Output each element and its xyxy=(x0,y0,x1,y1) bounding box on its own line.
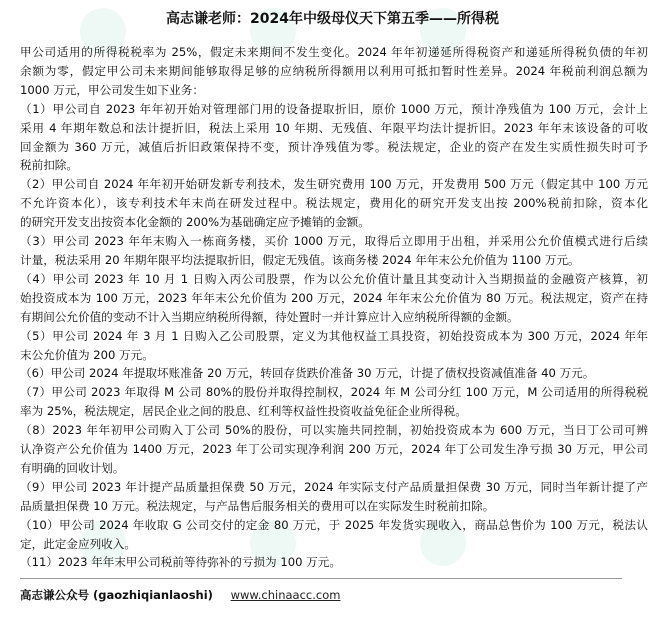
text-line: （2）甲公司自 2024 年年初开始研发新专利技术，发生研究费用 100 万元，开发费用 500 万元（假定其中 100 万元 xyxy=(20,177,648,192)
footer xyxy=(20,587,340,603)
document-body xyxy=(20,43,648,572)
text-line: 末公允价值为 200 万元。 xyxy=(20,347,154,362)
paragraph xyxy=(20,270,648,327)
text-line: （1）甲公司自 2023 年年初开始对管理部门用的设备提取折旧，原价 1000 万元，预计净残值为 100 万元，会计上 xyxy=(20,101,648,116)
text-line: 认净资产公允价值为 1400 万元，2023 年丁公司实现净利润 200 万元，2024 年丁公司发生净亏损 30 万元，甲公司 xyxy=(20,442,648,457)
footer-link[interactable]: www.chinaacc.com xyxy=(230,588,341,602)
paragraph xyxy=(20,232,648,270)
footer-account: 高志谦公众号 (gaozhiqianlaoshi) xyxy=(20,588,213,602)
text-line: 的研究开发支出按资本化金额的 200%为基础确定应予摊销的金额。 xyxy=(20,215,370,230)
paragraph xyxy=(20,327,648,365)
text-line: （11）2023 年年末甲公司税前等待弥补的亏损为 100 万元。 xyxy=(20,555,341,570)
paragraph xyxy=(20,175,648,232)
paragraph xyxy=(20,100,648,176)
text-line: （8）2023 年年初甲公司购入丁公司 50%的股份，可以实施共同控制，初始投资成本为 600 万元，当日丁公司可辨 xyxy=(20,423,648,438)
text-line: 甲公司适用的所得税税率为 25%，假定未来期间不发生变化。2024 年年初递延所得税资产和递延所得税负债的年初 xyxy=(20,45,648,59)
text-line: 余额为零，假定甲公司未来期间能够取得足够的应纳税所得额用以利用可抵扣暂时性差异。2024 年税前利润总额为 xyxy=(20,63,648,78)
text-line: （5）甲公司 2024 年 3 月 1 日购入乙公司股票，定义为其他权益工具投资，初始投资成本为 300 万元，2024 年年 xyxy=(20,328,648,343)
footer-divider xyxy=(20,578,622,579)
page-title: 高志谦老师：2024年中级母仪天下第五季——所得税 xyxy=(166,11,499,27)
text-line: （7）甲公司 2023 年取得 M 公司 80%的股份并取得控制权，2024 年 M 公司分红 100 万元，M 公司适用的所得税税 xyxy=(20,385,648,400)
text-line: （3）甲公司 2023 年年末购入一栋商务楼，买价 1000 万元，取得后立即用于出租，并采用公允价值模式进行后续 xyxy=(20,234,648,249)
text-line: （10）甲公司 2024 年收取 G 公司交付的定金 80 万元，于 2025 年发货实现收入，商品总售价为 100 万元，税法认 xyxy=(20,517,648,532)
paragraph xyxy=(20,421,648,478)
paragraph xyxy=(20,516,648,554)
text-line: （6）甲公司 2024 年提取坏账准备 20 万元，转回存货跌价准备 30 万元，计提了债权投资减值准备 40 万元。 xyxy=(20,366,595,381)
text-line: 有明确的回收计划。 xyxy=(20,460,125,475)
text-line: 计量，税法采用 20 年期年限平均法提取折旧，假定无残值。该商务楼 2024 年年末公允价值为 1100 万元。 xyxy=(20,252,580,267)
text-line: 始投资成本为 100 万元，2023 年年末公允价值为 200 万元，2024 年年末公允价值为 80 万元。税法规定，资产在持 xyxy=(20,290,648,305)
text-line: 税前扣除。 xyxy=(20,158,78,173)
text-line: 率为 25%，税法规定，居民企业之间的股息、红利等权益性投资收益免征企业所得税。 xyxy=(20,404,467,419)
paragraph xyxy=(20,364,648,383)
paragraph xyxy=(20,553,648,572)
text-line: 采用 4 年期年数总和法计提折旧，税法上采用 10 年期、无残值、年限平均法计提折旧。2023 年年末该设备的可收 xyxy=(20,120,648,135)
text-line: 不允许资本化），该专利技术年末尚在研发过程中。税法规定，费用化的研究开发支出按 200%税前扣除，资本化 xyxy=(20,196,648,211)
text-line: 定，此定金应列收入。 xyxy=(20,536,136,551)
text-line: （9）甲公司 2023 年计提产品质量担保费 50 万元，2024 年实际支付产品质量担保费 30 万元，同时当年新计提了产 xyxy=(20,479,648,494)
text-line: 1000 万元，甲公司发生如下业务： xyxy=(20,82,204,97)
text-line: 回金额为 360 万元，减值后折旧政策保持不变，预计净残值为零。税法规定，企业的资产在发生实质性损失时可予 xyxy=(20,139,648,154)
text-line: （4）甲公司 2023 年 10 月 1 日购入丙公司股票，作为以公允价值计量且其变动计入当期损益的金融资产核算，初 xyxy=(20,271,648,286)
paragraph xyxy=(20,383,648,421)
paragraph xyxy=(20,43,648,100)
paragraph xyxy=(20,478,648,516)
text-line: 有期间公允价值的变动不计入当期应纳税所得额，待处置时一并计算应计入应纳税所得额的金额。 xyxy=(20,309,519,324)
text-line: 品质量担保费 10 万元。税法规定，与产品售后服务相关的费用可以在实际发生时税前扣除。 xyxy=(20,498,495,513)
